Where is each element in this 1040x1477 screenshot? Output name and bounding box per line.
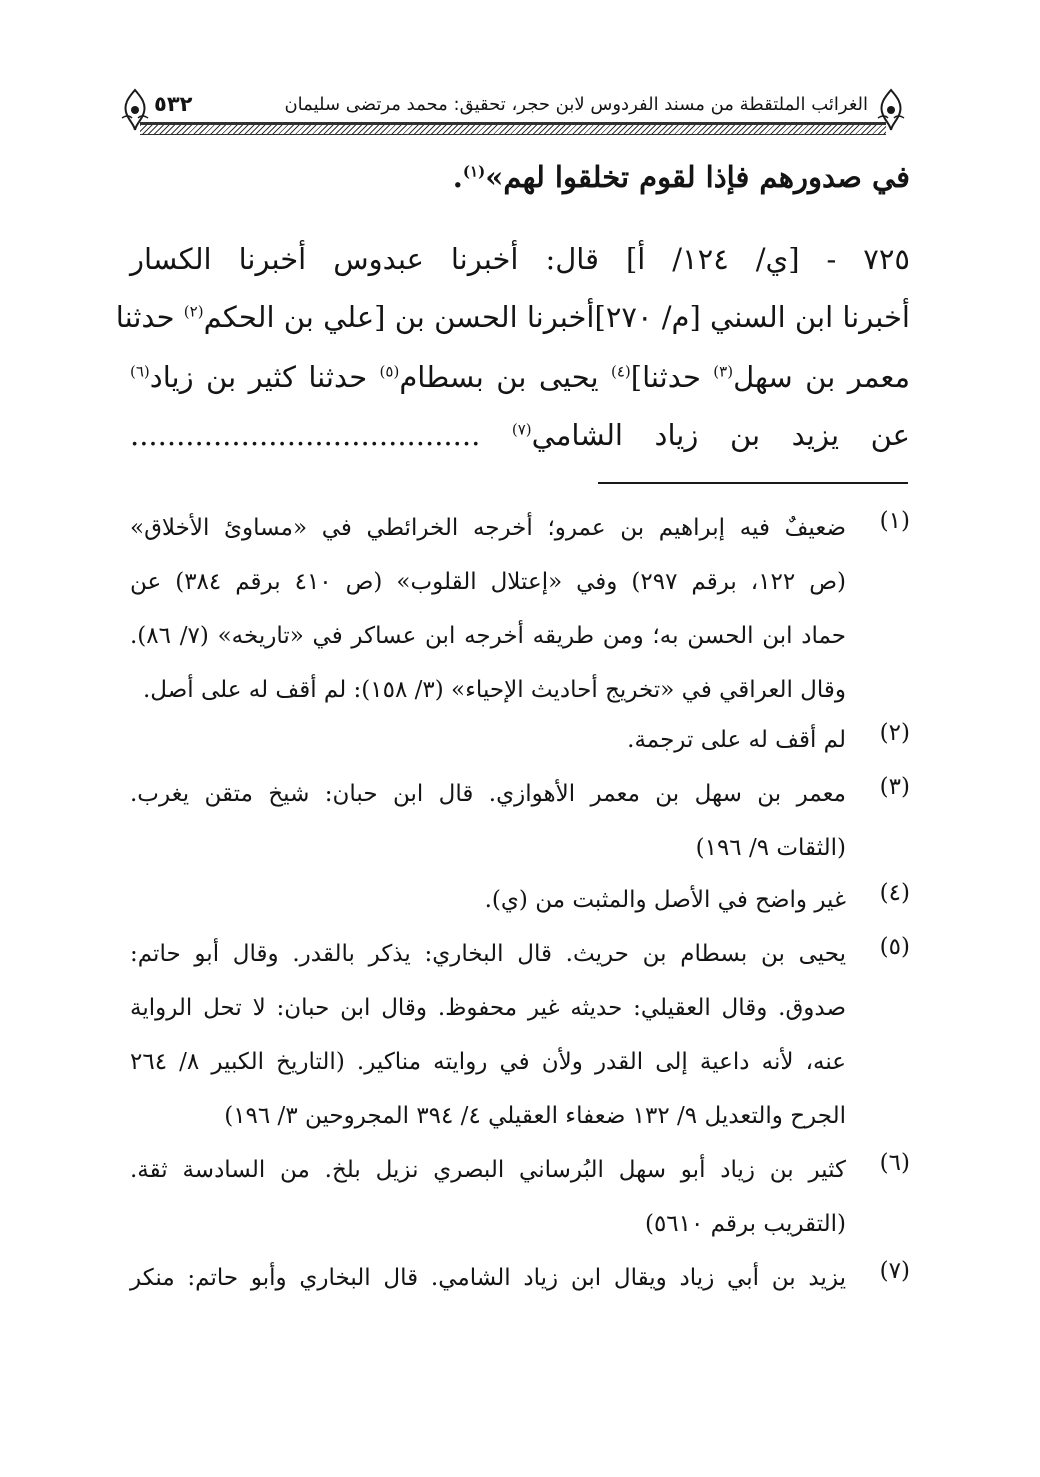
footnote-ref: (٥) [379,362,400,381]
footnote-number: (٢) [879,720,910,746]
ornament-icon [874,88,908,132]
text-segment: حدثنا كثير بن زياد [149,360,380,394]
footnote-line: كثير بن زياد أبو سهل البُرساني البصري نزيل بلخ. من السادسة ثقة. [130,1157,846,1183]
footnote [130,1258,910,1312]
footnote-number: (٣) [879,774,910,800]
text-line [130,160,910,194]
footnote-ref: (٢) [183,302,204,321]
footnote [130,1150,910,1258]
text-segment: ٧٢٥ - [ي/ ١٢٤/ أ] قال: أخبرنا عبدوس أخبرنا الكسار [130,242,910,276]
text-line [130,418,910,452]
page-header [118,86,908,146]
footnote-line: حماد ابن الحسن به؛ ومن طريقه أخرجه ابن عساكر في «تاريخه» (٧/ ٨٦). [130,623,846,649]
text-segment: أخبرنا ابن السني [م/ ٢٧٠]أخبرنا الحسن بن [علي بن الحكم [203,300,910,334]
page-number: ٥٣٢ [154,92,193,116]
book-title: الغرائب الملتقطة من مسند الفردوس لابن حجر، تحقيق: محمد مرتضى سليمان [284,94,868,115]
footnote-line: لم أقف له على ترجمة. [627,727,846,753]
footnote-line: عنه، لأنه داعية إلى القدر ولأن في روايته مناكير. (التاريخ الكبير ٨/ ٢٦٤ [130,1049,846,1075]
footnote-number: (٦) [879,1150,910,1176]
text-segment: معمر بن سهل [733,360,910,394]
hadith-heading-line [130,242,910,276]
text-segment: حدثنا [115,300,184,334]
text-line [130,360,910,394]
footnote-line: (التقريب برقم ٥٦١٠) [644,1211,846,1237]
footnote-number: (١) [879,508,910,534]
footnote-line: غير واضح في الأصل والمثبت من (ي). [484,887,846,913]
footnote-ref: (٧) [511,420,532,439]
footnote-line: ضعيفٌ فيه إبراهيم بن عمرو؛ أخرجه الخرائطي في «مساوئ الأخلاق» [130,515,846,541]
footnote-separator [598,482,908,484]
text-line [115,300,910,334]
footnote-number: (٤) [879,880,910,906]
header-rule [140,122,886,135]
footnote-line: وقال العراقي في «تخريج أحاديث الإحياء» (٣/ ١٥٨): لم أقف له على أصل. [142,677,846,703]
text-segment: يحيى بن بسطام [399,360,611,394]
footnote-number: (٧) [879,1258,910,1284]
footnote-line: يزيد بن أبي زياد ويقال ابن زياد الشامي. قال البخاري وأبو حاتم: منكر [130,1265,846,1291]
footnote-line: الجرح والتعديل ٩/ ١٣٢ ضعفاء العقيلي ٤/ ٣٩٤ المجروحين ٣/ ١٩٦) [224,1103,846,1129]
text-segment: عن يزيد بن زياد الشامي [531,418,910,452]
footnote-ref: (٤) [610,362,631,381]
text-segment: حدثنا] [630,360,714,394]
footnote-ref: (١) [462,162,486,181]
footnote-number: (٥) [879,934,910,960]
footnote [130,720,910,774]
footnote-line: يحيى بن بسطام بن حريث. قال البخاري: يذكر بالقدر. وقال أبو حاتم: [130,941,847,967]
footnote-ref: (٣) [713,362,734,381]
text-segment: . [452,160,463,194]
footnote-line: صدوق. وقال العقيلي: حديثه غير محفوظ. وقال ابن حبان: لا تحل الرواية [130,995,846,1021]
footnote [130,774,910,882]
footnote-line: (ص ١٢٢، برقم ٢٩٧) وفي «إعتلال القلوب» (ص ٤١٠ برقم ٣٨٤) عن [130,569,846,595]
footnote-line: معمر بن سهل بن معمر الأهوازي. قال ابن حبان: شيخ متقن يغرب. [130,781,846,807]
footnote [130,880,910,934]
text-segment: ...................................... [130,418,512,452]
footnote-line: (الثقات ٩/ ١٩٦) [695,835,846,861]
footnote-ref: (٦) [130,362,150,381]
footnote [130,508,910,724]
text-segment: في صدورهم فإذا لقوم تخلقوا لهم» [485,160,910,194]
footnote [130,934,910,1150]
